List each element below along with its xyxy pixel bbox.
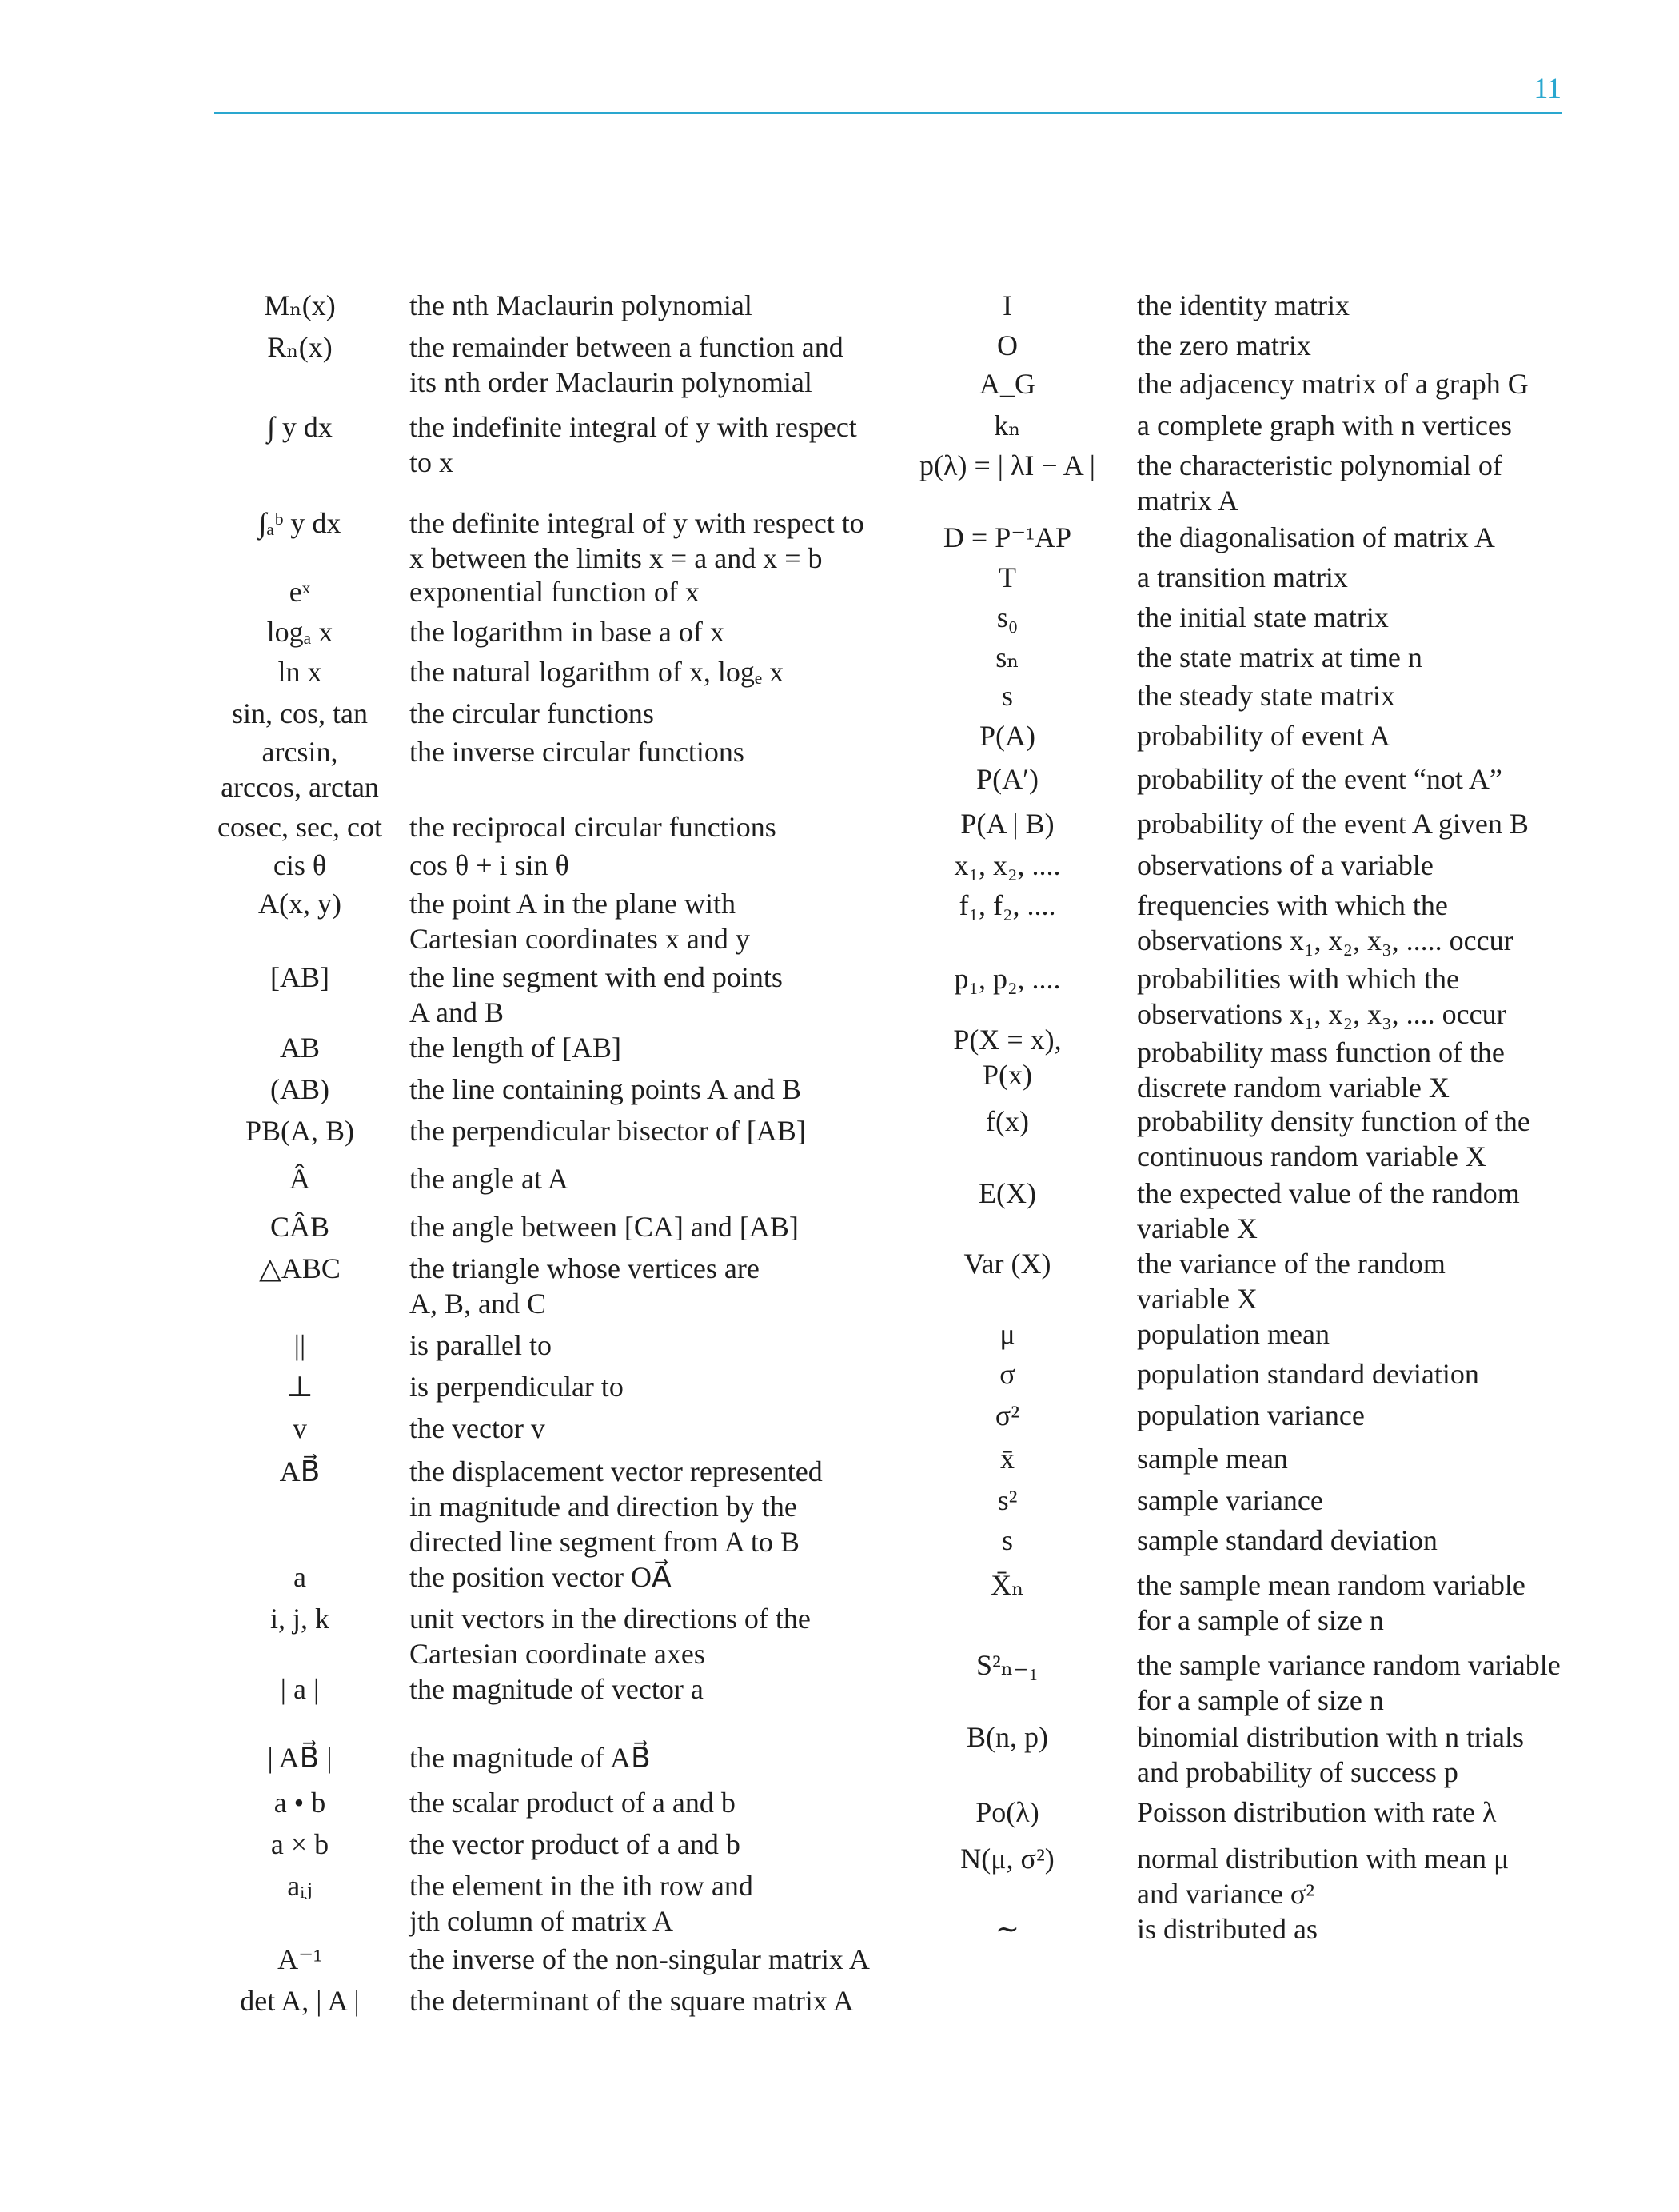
notation-description: the definite integral of y with respect to x between the limits x = a and x = b [409, 507, 864, 574]
notation-description: the determinant of the square matrix A [409, 1985, 854, 2017]
notation-description: the state matrix at time n [1137, 641, 1422, 673]
notation-description: the identity matrix [1137, 289, 1350, 321]
notation-description: the characteristic polynomial of matrix A [1137, 449, 1502, 517]
notation-description: the magnitude of AB⃗ [409, 1742, 651, 1774]
notation-description: the perpendicular bisector of [AB] [409, 1115, 806, 1147]
notation-description: a transition matrix [1137, 561, 1348, 593]
notation-symbol: v [293, 1412, 307, 1444]
notation-symbol: [AB] [270, 961, 329, 993]
notation-symbol: p₁, p₂, .... [954, 963, 1061, 995]
notation-description: the variance of the random variable X [1137, 1248, 1446, 1315]
notation-description: the remainder between a function and its nth order Maclaurin polynomial [409, 331, 843, 398]
notation-symbol: N(μ, σ²) [960, 1843, 1055, 1875]
notation-description: the line containing points A and B [409, 1073, 801, 1105]
notation-symbol: ∼ [995, 1913, 1020, 1945]
notation-description: frequencies with which the observations x₁, x₂, x₃, ..... occur [1137, 889, 1513, 956]
notation-description: the sample mean random variable for a sample of size n [1137, 1569, 1525, 1636]
notation-symbol: Var (X) [963, 1248, 1051, 1280]
notation-symbol: f(x) [986, 1105, 1029, 1137]
notation-symbol: arcsin, arccos, arctan [221, 736, 379, 803]
notation-description: the vector product of a and b [409, 1828, 740, 1860]
notation-description: the length of [AB] [409, 1032, 621, 1064]
notation-symbol: AB⃗ [279, 1455, 321, 1487]
notation-symbol: logₐ x [266, 616, 333, 648]
notation-description: is parallel to [409, 1329, 552, 1361]
notation-symbol: X̄ₙ [991, 1569, 1024, 1601]
notation-description: the logarithm in base a of x [409, 616, 724, 648]
notation-description: sample standard deviation [1137, 1524, 1438, 1556]
notation-description: the angle at A [409, 1163, 568, 1195]
notation-symbol: A_G [979, 368, 1035, 400]
notation-description: the line segment with end points A and B [409, 961, 783, 1028]
notation-symbol: CÂB [269, 1211, 330, 1243]
notation-symbol: I [1003, 289, 1012, 321]
notation-description: the position vector OA⃗ [409, 1561, 672, 1593]
notation-description: sample mean [1137, 1443, 1288, 1475]
notation-symbol: A(x, y) [258, 888, 341, 920]
notation-symbol: σ [999, 1358, 1015, 1390]
notation-description: the adjacency matrix of a graph G [1137, 368, 1529, 400]
notation-description: probability of event A [1137, 720, 1390, 752]
notation-symbol: O [997, 329, 1018, 361]
notation-symbol: s [1001, 680, 1013, 712]
notation-symbol: ln x [277, 656, 322, 688]
notation-description: cos θ + i sin θ [409, 849, 569, 881]
notation-symbol: B(n, p) [967, 1721, 1048, 1753]
notation-symbol: s₀ [996, 601, 1019, 633]
notation-symbol: Â [289, 1163, 310, 1195]
notation-description: the scalar product of a and b [409, 1787, 736, 1819]
notation-symbol: i, j, k [269, 1603, 329, 1635]
notation-description: the initial state matrix [1137, 601, 1389, 633]
notation-symbol: σ² [995, 1399, 1020, 1431]
notation-symbol: aᵢⱼ [287, 1870, 313, 1902]
notation-symbol: | AB⃗ | [267, 1742, 333, 1774]
notation-description: the angle between [CA] and [AB] [409, 1211, 799, 1243]
notation-symbol: PB(A, B) [245, 1115, 355, 1147]
notation-description: probability density function of the continuous random variable X [1137, 1105, 1530, 1172]
notation-description: the circular functions [409, 697, 654, 729]
notation-description: the reciprocal circular functions [409, 811, 776, 843]
notation-description: unit vectors in the directions of the Cartesian coordinate axes [409, 1603, 811, 1670]
notation-description: the magnitude of vector a [409, 1673, 704, 1705]
notation-symbol: Rₙ(x) [267, 331, 333, 363]
notation-description: the sample variance random variable for a sample of size n [1137, 1649, 1561, 1716]
notation-symbol: s [1001, 1524, 1013, 1556]
notation-symbol: x̄ [1000, 1443, 1015, 1475]
notation-symbol: A⁻¹ [277, 1943, 322, 1975]
notation-symbol: Po(λ) [975, 1796, 1039, 1828]
page-number: 11 [1533, 72, 1561, 104]
notation-description: the element in the ith row and jth column of matrix A [409, 1870, 753, 1937]
notation-description: observations of a variable [1137, 849, 1434, 881]
notation-description: probability of the event A given B [1137, 808, 1529, 840]
notation-symbol: | a | [280, 1673, 320, 1705]
notation-symbol: E(X) [979, 1177, 1036, 1209]
notation-description: is distributed as [1137, 1913, 1318, 1945]
notation-description: a complete graph with n vertices [1137, 409, 1512, 441]
notation-symbol: P(A | B) [960, 808, 1055, 840]
notation-symbol: AB [279, 1032, 320, 1064]
notation-description: the vector v [409, 1412, 545, 1444]
notation-description: population mean [1137, 1318, 1330, 1350]
notation-description: the displacement vector represented in magnitude and direction by the directed line segment from A to B [409, 1455, 823, 1558]
notation-description: the inverse of the non-singular matrix A [409, 1943, 870, 1975]
notation-symbol: ∫ y dx [267, 411, 333, 443]
notation-description: probabilities with which the observations x₁, x₂, x₃, .... occur [1137, 963, 1506, 1030]
notation-symbol: a [293, 1561, 306, 1593]
notation-symbol: T [999, 561, 1016, 593]
notation-description: the triangle whose vertices are A, B, and C [409, 1252, 760, 1320]
notation-symbol: D = P⁻¹AP [943, 521, 1072, 553]
notation-symbol: sₙ [995, 641, 1019, 673]
notation-symbol: P(A′) [976, 763, 1039, 795]
notation-symbol: cosec, sec, cot [217, 811, 382, 843]
notation-symbol: △ABC [259, 1252, 341, 1284]
notation-symbol: kₙ [994, 409, 1021, 441]
notation-symbol: p(λ) = | λI − A | [919, 449, 1095, 481]
notation-symbol: μ [999, 1318, 1015, 1350]
notation-description: the indefinite integral of y with respect to x [409, 411, 857, 478]
notation-description: the nth Maclaurin polynomial [409, 289, 752, 321]
notation-description: exponential function of x [409, 576, 700, 608]
notation-description: the point A in the plane with Cartesian coordinates x and y [409, 888, 750, 955]
notation-symbol: || [293, 1329, 306, 1361]
notation-description: the steady state matrix [1137, 680, 1395, 712]
notation-description: probability of the event “not A” [1137, 763, 1502, 795]
notation-description: the natural logarithm of x, logₑ x [409, 656, 784, 688]
notation-symbol: s² [997, 1484, 1018, 1516]
notation-symbol: (AB) [270, 1073, 329, 1105]
notation-description: the zero matrix [1137, 329, 1311, 361]
header-rule [214, 112, 1562, 114]
notation-description: the inverse circular functions [409, 736, 744, 768]
notation-description: probability mass function of the discrete random variable X [1137, 1036, 1505, 1104]
notation-description: population variance [1137, 1399, 1365, 1431]
notation-description: Poisson distribution with rate λ [1137, 1796, 1497, 1828]
notation-symbol: ⊥ [286, 1371, 313, 1403]
notation-description: population standard deviation [1137, 1358, 1479, 1390]
notation-description: the expected value of the random variable X [1137, 1177, 1520, 1244]
notation-symbol: cis θ [273, 849, 327, 881]
notation-symbol: a • b [273, 1787, 326, 1819]
notation-symbol: Mₙ(x) [264, 289, 336, 321]
notation-symbol: P(A) [979, 720, 1035, 752]
notation-description: binomial distribution with n trials and probability of success p [1137, 1721, 1524, 1788]
notation-symbol: S²ₙ₋₁ [976, 1649, 1039, 1681]
notation-symbol: det A, | A | [240, 1985, 360, 2017]
notation-description: is perpendicular to [409, 1371, 624, 1403]
notation-symbol: a × b [270, 1828, 329, 1860]
notation-symbol: f₁, f₂, .... [959, 889, 1056, 921]
notation-symbol: ∫ₐᵇ y dx [258, 507, 341, 539]
notation-symbol: sin, cos, tan [232, 697, 368, 729]
notation-symbol: P(X = x), P(x) [953, 1024, 1062, 1091]
notation-description: normal distribution with mean μ and variance σ² [1137, 1843, 1510, 1910]
notation-symbol: x₁, x₂, .... [954, 849, 1061, 881]
notation-description: the diagonalisation of matrix A [1137, 521, 1495, 553]
notation-description: sample variance [1137, 1484, 1323, 1516]
notation-symbol: eˣ [289, 576, 311, 608]
